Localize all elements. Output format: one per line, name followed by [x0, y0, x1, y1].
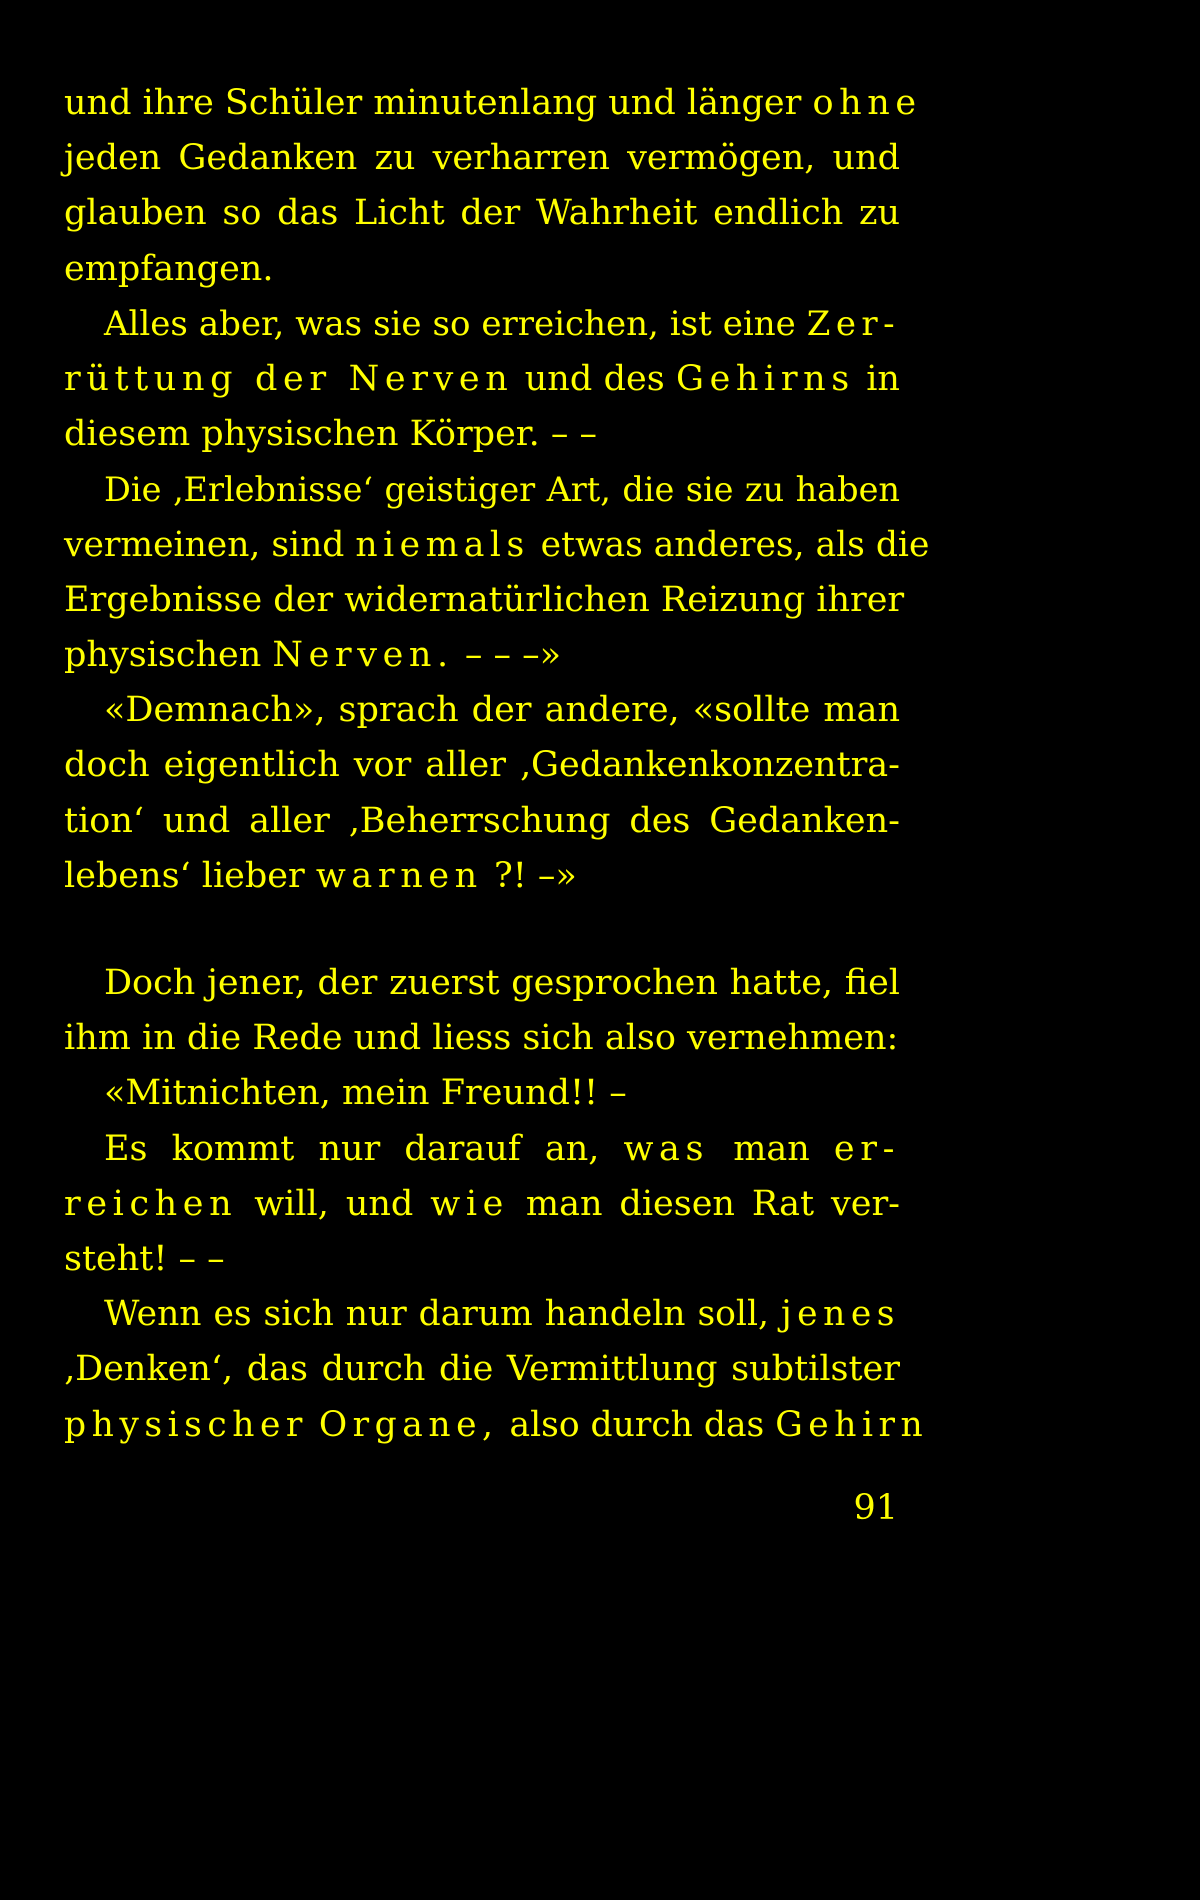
spaced-emphasis: er- — [833, 1128, 900, 1169]
spaced-emphasis: wie — [430, 1183, 509, 1224]
text-line — [64, 1342, 900, 1397]
text-run: also durch das — [498, 1404, 776, 1445]
text-line — [64, 242, 900, 297]
text-line — [64, 131, 900, 186]
text-line — [64, 186, 900, 241]
text-run: man diesen Rat ver- — [508, 1183, 900, 1224]
text-run: – – –» — [453, 635, 562, 676]
text-run: Ergebnisse der widernatürlichen Reizung ihrer — [64, 579, 905, 620]
text-run: vermeinen, sind — [64, 524, 356, 565]
spaced-emphasis: Zer- — [806, 303, 900, 344]
section-gap — [64, 904, 900, 956]
text-line — [64, 462, 900, 517]
text-run: etwas anderes, als die — [529, 524, 930, 565]
spaced-emphasis: warnen — [315, 855, 483, 896]
spaced-emphasis: niemals — [355, 524, 530, 565]
text-run: empfangen. — [64, 248, 274, 289]
spaced-emphasis: Nerven — [348, 359, 514, 400]
text-line — [64, 1177, 900, 1232]
text-line — [64, 1122, 900, 1177]
spaced-emphasis: physischer — [64, 1404, 308, 1445]
text-line — [64, 628, 900, 683]
spaced-emphasis: reichen — [64, 1183, 238, 1224]
text-run: Alles aber, was sie so erreichen, ist eine — [104, 303, 807, 344]
text-run: glauben so das Licht der Wahrheit endlich zu — [64, 193, 900, 234]
text-line — [64, 1011, 900, 1066]
text-line — [64, 1232, 900, 1287]
paragraph — [64, 1287, 929, 1453]
text-run: tion‘ und aller ‚Beherrschung des Gedanken- — [64, 800, 900, 841]
spaced-emphasis: Organe, — [318, 1404, 499, 1445]
text-run: und des — [513, 359, 677, 400]
text-run: ihm in die Rede und liess sich also vernehmen: — [64, 1018, 899, 1059]
paragraph — [64, 1066, 900, 1121]
text-run: diesem physischen Körper. – – — [64, 414, 598, 455]
paragraph — [64, 683, 900, 904]
text-run: Doch jener, der zuerst gesprochen hatte, fiel — [104, 963, 900, 1004]
spaced-emphasis: rüttung — [64, 359, 239, 400]
text-line — [64, 352, 900, 407]
text-run: will, und — [237, 1183, 431, 1224]
text-run: ‚Denken‘, das durch die Vermittlung subtilster — [64, 1349, 900, 1390]
spaced-emphasis: ohne — [812, 83, 922, 123]
text-run: in — [854, 359, 900, 400]
spaced-emphasis: jenes — [780, 1294, 900, 1335]
text-run: Die ‚Erlebnisse‘ geistiger Art, die sie zu haben — [104, 470, 900, 510]
text-run: «Demnach», sprach der andere, «sollte man — [104, 690, 900, 731]
text-run: physischen — [64, 635, 273, 676]
text-run: jeden Gedanken zu verharren vermögen, und — [64, 138, 900, 179]
text-line — [64, 738, 900, 793]
body-text — [64, 76, 930, 1453]
text-run: Wenn es sich nur darum handeln soll, — [104, 1294, 781, 1335]
paragraph — [64, 462, 930, 683]
text-line — [64, 1287, 900, 1342]
text-run: Es kommt nur darauf an, — [104, 1128, 624, 1169]
spaced-emphasis: Gehirns — [676, 359, 855, 400]
page-number: 91 — [853, 1488, 898, 1528]
paragraph — [64, 297, 900, 463]
spaced-emphasis: was — [623, 1128, 710, 1169]
paragraph — [64, 956, 900, 1066]
text-line — [64, 1398, 929, 1453]
text-line — [64, 1066, 900, 1121]
spaced-emphasis: Nerven. — [272, 635, 454, 676]
text-run: ?! –» — [482, 855, 577, 896]
text-line — [64, 956, 900, 1011]
paragraph — [64, 1122, 900, 1288]
text-line — [64, 407, 900, 462]
text-line — [64, 297, 900, 352]
text-line — [64, 849, 900, 904]
text-run: und ihre Schüler minutenlang und länger — [64, 83, 813, 123]
text-run: lebens‘ lieber — [64, 855, 316, 896]
text-run: «Mitnichten, mein Freund!! – — [104, 1073, 627, 1114]
text-run: man — [709, 1128, 834, 1169]
spaced-emphasis: der — [238, 359, 349, 400]
text-run: doch eigentlich vor aller ‚Gedankenkonzentra- — [64, 745, 900, 786]
text-line — [64, 683, 900, 738]
text-line — [64, 76, 922, 131]
text-run — [308, 1405, 319, 1445]
text-line — [64, 573, 905, 628]
text-line — [64, 518, 930, 573]
paragraph — [64, 76, 922, 297]
text-run: steht! – – — [64, 1239, 225, 1280]
spaced-emphasis: Gehirn — [775, 1404, 929, 1445]
text-line — [64, 794, 900, 849]
